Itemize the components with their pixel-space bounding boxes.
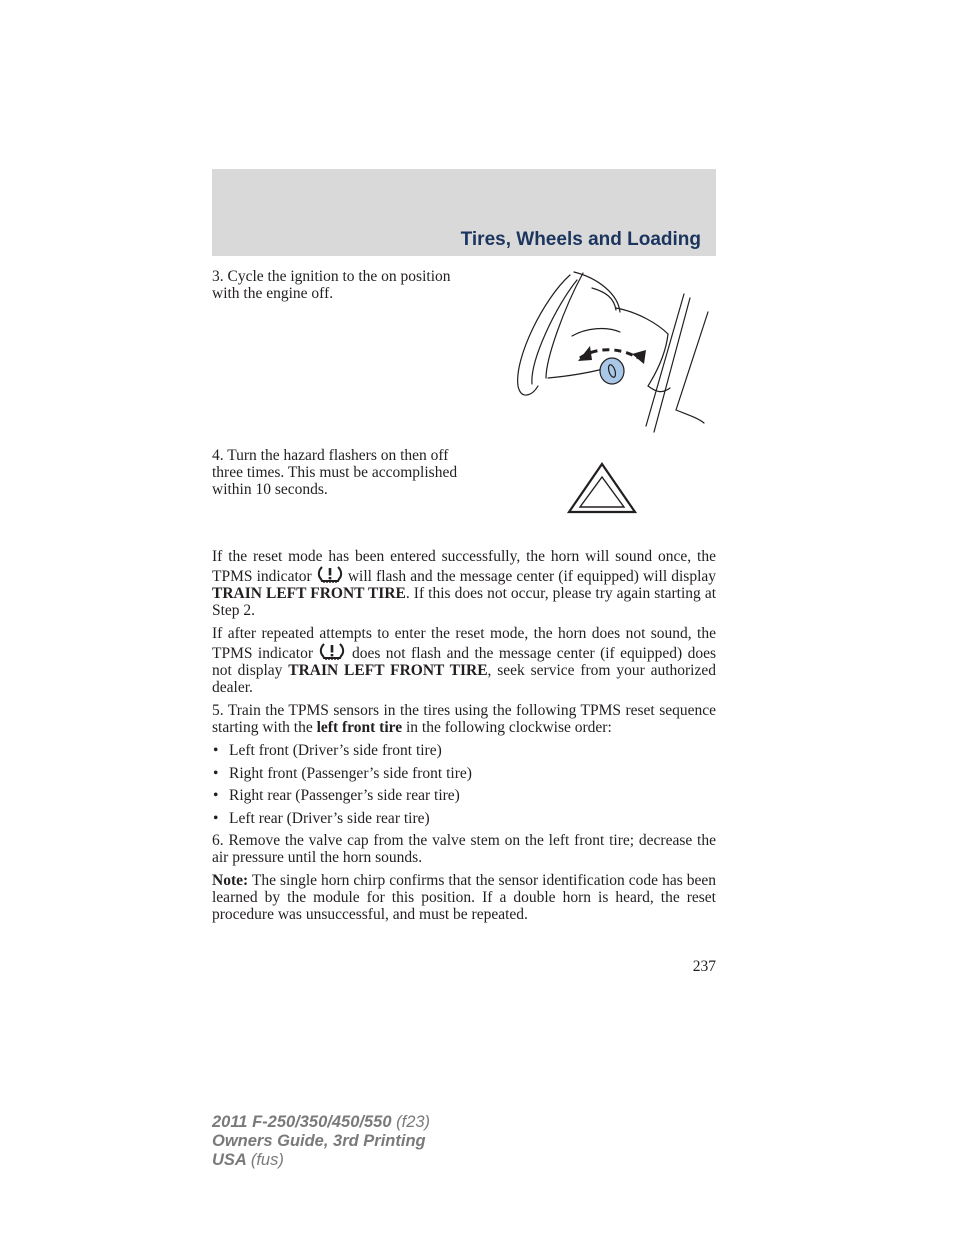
footer-line-1 [212, 1113, 430, 1132]
tpms-warning-icon [317, 565, 343, 583]
list-item [212, 810, 716, 827]
footer-market: USA [212, 1151, 247, 1169]
footer-line-3 [212, 1151, 430, 1170]
footer-market-code: (fus) [250, 1151, 284, 1169]
step-5-paragraph [212, 702, 716, 736]
step-4-text: 4. Turn the hazard flashers on then off three times. This must be accomplished within 10 seconds. [212, 447, 458, 498]
reset-success-paragraph [212, 548, 716, 619]
tire-order-list [212, 742, 716, 827]
bullet-icon: • [213, 764, 219, 782]
paragraph-text: If after repeated attempts to enter the reset mode, the horn does not sound, the TPMS indicator [212, 625, 716, 662]
list-item [212, 765, 716, 782]
section-title: Tires, Wheels and Loading [460, 229, 701, 250]
step-3-text: 3. Cycle the ignition to the on position with the engine off. [212, 268, 451, 302]
footer-print-info [212, 1113, 430, 1170]
ignition-switch-illustration [508, 268, 716, 434]
message-train-left-front-tire: TRAIN LEFT FRONT TIRE [288, 662, 488, 679]
reset-failure-paragraph [212, 625, 716, 696]
paragraph-text: . If this does not occur, please try again starting at Step 2. [212, 585, 716, 619]
note-label: Note: [212, 872, 249, 889]
bullet-icon: • [213, 742, 219, 759]
paragraph-text: will flash and the message center (if equipped) will display [347, 568, 717, 585]
note-text: The single horn chirp confirms that the sensor identification code has been learned by the module for this position. If a double horn is heard, the reset procedure was unsuccessful, and must be repeated. [212, 872, 716, 923]
list-item-text: Right rear (Passenger’s side rear tire) [229, 787, 460, 804]
body-text [212, 548, 716, 929]
paragraph-text: , seek service from your authorized dealer. [212, 662, 716, 696]
section-header-band [212, 169, 716, 256]
paragraph-text: 5. Train the TPMS sensors in the tires using the following TPMS reset sequence starting with the [212, 702, 716, 736]
paragraph-text: If the reset mode has been entered successfully, the horn will sound once, the TPMS indicator [212, 548, 716, 585]
footer-model: 2011 F-250/350/450/550 [212, 1113, 392, 1131]
list-item-text: Right front (Passenger’s side front tire) [229, 764, 472, 782]
footer-line-2: Owners Guide, 3rd Printing [212, 1132, 426, 1150]
page-number: 237 [692, 958, 716, 975]
paragraph-text: does not flash and the message center (if equipped) does not display [212, 645, 716, 679]
hazard-warning-triangle-icon [567, 462, 637, 514]
tpms-warning-icon [319, 642, 345, 660]
bullet-icon: • [213, 787, 219, 804]
note-paragraph [212, 872, 716, 923]
list-item [212, 742, 716, 759]
list-item-text: Left front (Driver’s side front tire) [229, 742, 442, 759]
list-item [212, 787, 716, 804]
bullet-icon: • [213, 809, 219, 827]
step-6-paragraph: 6. Remove the valve cap from the valve stem on the left front tire; decrease the air pressure until the horn sounds. [212, 832, 716, 866]
left-front-tire-emphasis: left front tire [316, 719, 403, 736]
paragraph-text: in the following clockwise order: [406, 719, 612, 736]
list-item-text: Left rear (Driver’s side rear tire) [229, 809, 430, 827]
message-train-left-front-tire: TRAIN LEFT FRONT TIRE [212, 585, 406, 602]
footer-model-code: (f23) [396, 1113, 431, 1131]
